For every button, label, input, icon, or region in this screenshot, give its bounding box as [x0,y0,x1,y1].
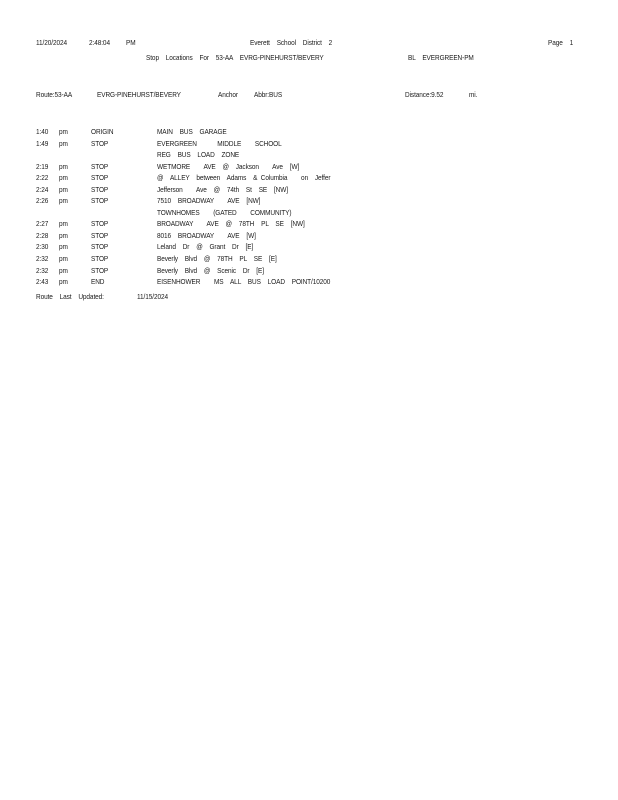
stop-ampm: pm [59,127,68,136]
stop-row [0,173,618,185]
stop-type: STOP [91,265,109,275]
route-abbr: Abbr:BUS [254,90,283,99]
route-distance: Distance:9.52 [405,90,444,99]
stop-type: STOP [91,254,109,264]
stop-type: STOP [91,230,109,240]
stop-type: STOP [91,196,109,206]
stop-location: Jefferson Ave @ 74th St SE [NW] [157,184,288,194]
stop-ampm: pm [59,173,68,183]
stop-type: STOP [91,138,109,148]
stop-ampm: pm [59,138,68,148]
stop-type: STOP [91,242,109,252]
stop-ampm: pm [59,219,68,229]
stop-time: 2:30 [36,242,49,252]
stop-row [0,127,618,139]
stop-ampm: pm [59,254,68,264]
stop-row [0,196,618,208]
stop-location: Beverly Blvd @ Scenic Dr [E] [157,265,264,275]
stop-ampm: pm [59,265,68,275]
stop-row [0,254,618,266]
last-updated-date: 11/15/2024 [137,292,169,301]
stop-location: WETMORE AVE @ Jackson Ave [W] [157,161,300,171]
report-time: 2:48:04 [89,38,110,47]
stop-type: STOP [91,161,109,171]
stop-ampm: pm [59,230,68,240]
stop-location: TOWNHOMES (GATED COMMUNITY) [157,207,292,217]
stop-row [0,266,618,278]
stop-time: 2:43 [36,277,49,287]
stop-type: STOP [91,184,109,194]
stop-type: STOP [91,219,109,229]
stop-row [0,277,618,289]
report-ampm: PM [126,38,136,47]
stop-row [0,242,618,254]
stop-location: EISENHOWER MS ALL BUS LOAD POINT/10200 [157,277,331,287]
stop-type: ORIGIN [91,127,114,136]
stop-row [0,219,618,231]
stop-list [0,127,618,289]
stop-ampm: pm [59,196,68,206]
stop-time: 2:22 [36,173,49,183]
stop-ampm: pm [59,277,68,287]
stop-type: STOP [91,173,109,183]
stop-type: END [91,277,105,287]
stop-location: BROADWAY AVE @ 78TH PL SE [NW] [157,219,305,229]
stop-time: 2:32 [36,265,49,275]
stop-row [0,208,618,220]
stop-ampm: pm [59,242,68,252]
stop-location: EVERGREEN MIDDLE SCHOOL [157,138,282,148]
stop-location: Beverly Blvd @ 78TH PL SE [E] [157,254,277,264]
stop-location: 8016 BROADWAY AVE [W] [157,230,256,240]
stop-time: 2:26 [36,196,49,206]
stop-row [0,139,618,151]
distance-unit: mi. [469,90,478,99]
stop-row [0,231,618,243]
stop-ampm: pm [59,184,68,194]
district-name: Everett School District 2 [250,38,333,47]
stop-ampm: pm [59,161,68,171]
stop-time: 2:28 [36,230,49,240]
last-updated-label: Route Last Updated: [36,292,104,301]
stop-time: 2:32 [36,254,49,264]
stop-location: REG BUS LOAD ZONE [157,150,240,160]
stop-location: 7510 BROADWAY AVE [NW] [157,196,261,206]
stop-row [0,185,618,197]
report-schedule: BL EVERGREEN-PM [408,53,474,62]
report-date: 11/20/2024 [36,38,68,47]
stop-row [0,150,618,162]
page-number: Page 1 [548,38,574,47]
stop-location: @ ALLEY between Adams & Columbia on Jeffer [157,173,331,183]
stop-time: 2:19 [36,161,49,171]
stop-time: 1:49 [36,138,49,148]
stop-time: 1:40 [36,127,49,136]
stop-time: 2:24 [36,184,49,194]
stop-row [0,162,618,174]
stop-location: MAIN BUS GARAGE [157,127,227,136]
stop-location: Leland Dr @ Grant Dr [E] [157,242,254,252]
report-subtitle: Stop Locations For 53-AA EVRG-PINEHURST/BEVERY [146,53,324,62]
stop-time: 2:27 [36,219,49,229]
route-name: EVRG-PINEHURST/BEVERY [97,90,181,99]
route-anchor: Anchor [218,90,238,99]
route-label: Route:53-AA [36,90,73,99]
